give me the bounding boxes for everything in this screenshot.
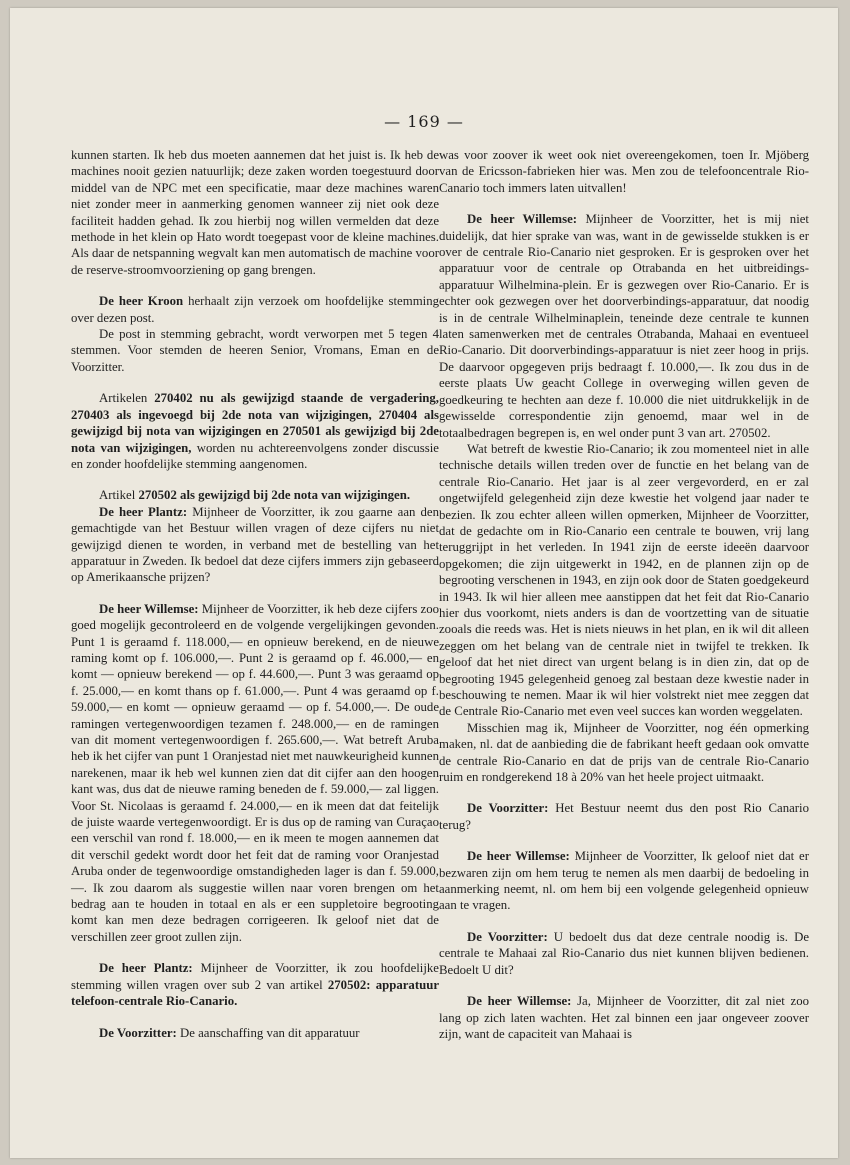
- speaker-name: De heer Willemse:: [99, 601, 199, 616]
- paragraph-text: Ja, Mijnheer de Voorzitter, dit zal niet zoo lang op zich laten wachten. Het zal binnen een jaar ongeveer zoover zijn, want de capaciteit van Mahaai is: [439, 994, 809, 1041]
- paragraph: [439, 929, 809, 978]
- paragraph-text: U bedoelt dus dat deze centrale noodig is. De centrale te Mahaai zal Rio-Canario dus niet kunnen blijven bedienen. Bedoelt U dit?: [439, 929, 810, 977]
- speaker-name: De heer Kroon: [99, 294, 184, 309]
- paragraph-text: worden nu achtereenvolgens zonder discussie en zonder hoofdelijke stemming aangenomen.: [71, 440, 439, 471]
- paragraph: [71, 504, 439, 586]
- speaker-name: De heer Willemse:: [467, 212, 578, 227]
- paragraph: [71, 293, 439, 326]
- paragraph: [439, 800, 809, 833]
- paragraph-text: Artikel: [99, 488, 139, 503]
- paragraph: [71, 390, 439, 472]
- paragraph: [71, 960, 439, 1009]
- left-column: [71, 147, 439, 1041]
- speaker-name: De heer Plantz:: [99, 961, 193, 976]
- paragraph: was voor zoover ik weet ook niet overeengekomen, toen Ir. Mjöberg van de Ericsson-fabrieken hier was. Men zou de telefooncentrale Rio-Canario toch immers laten uitvallen!: [439, 148, 809, 195]
- paragraph-text: Het Bestuur neemt dus den post Rio Canario terug?: [439, 801, 810, 832]
- paragraph-text: Mijnheer de Voorzitter, ik heb deze cijfers zoo goed mogelijk gecontroleerd en de volgende vergelijkingen gevonden. Punt 1 is geraamd f. 118.000,— en opnieuw berekend, en de nieuwe raming komt op f. 106.000,—. Punt 2 is geraamd op f. 46.000,— en komt — opnieuw berekend — op f. 44.600,—. Punt 3 was geraamd op f. 25.000,— en komt thans op f. 61.000,—. Punt 4 was geraamd op f. 59.000,— en komt — opnieuw geraamd — op f. 54.000,—. De oude ramingen vertegenwoordigen tezamen f. 248.000,— en de ramingen van dit moment vertegenwoordigen f. 265.600,—. Wat betreft Aruba heb ik het cijfer van punt 1 Oranjestad niet met nauwkeurigheid kunnen narekenen, maar ik heb wel kunnen zien dat dit cijfer aan den hoogen kant was, dus dat de nieuwe raming beneden de f. 59.000,— zal liggen. Voor St. Nicolaas is geraamd f. 24.000,— en ik meen dat dat feitelijk de juiste waarde vertegenwoordigt. Er is dus op de raming van Curaçao een verschil van rond f. 18.000,— en ik meen te mogen aannemen dat dit verschil gedekt wordt door het feit dat de raming voor Oranjestad Aruba onder de tegenwoordige omstandigheden lager is dan f. 59.000,—. Ik zou daarom als suggestie willen naar voren brengen om het bedrag aan te houden in totaal en als er een suppletoire begrooting komt kan men deze bedragen corrigeeren. Ik geloof niet dat de verschillen zeer groot zullen zijn.: [71, 601, 439, 944]
- paragraph-text: Mijnheer de Voorzitter, het is mij niet duidelijk, dat hier sprake van was, want in de gewisselde stukken is er over de centrale Rio-Canario niet gesproken. Er is gesproken over het apparatuur voor de centrale op Otrabanda en het uitbreidings-apparatuur Wilhelmina-plein. Er is gezwegen over Rio-Canario. Er is echter ook gezwegen over het doorverbindings-apparatuur, dat noodig is in de centrale Wilhelminaplein, teneinde deze centrale te kunnen laten samenwerken met de centrales Otrabanda, Mahaai en eventueel Rio-Canario. Dit doorverbindings-apparatuur is niet zeer hoog in prijs. De daarvoor opgegeven prijs bedraagt f. 10.000,—. Ik zou dus in de eerste plaats Uw geacht College in overweging willen geven de goedkeuring te hechten aan deze f. 10.000 die niet uitdrukkelijk in de gewisselde correspondentie zijn genoemd, maar wel in de totaalbedragen begrepen is, en wel onder punt 3 van art. 270502.: [439, 212, 809, 440]
- paragraph: [71, 601, 439, 946]
- paragraph-text: Mijnheer de Voorzitter, Ik geloof niet dat er bezwaren zijn om hem terug te nemen als men daarbij de bedoeling in aanmerking neemt, nl. om hem bij een volgende gelegenheid opnieuw aan te vragen.: [439, 849, 809, 913]
- page-number: — 169 —: [384, 112, 464, 131]
- paragraph: De post in stemming gebracht, wordt verworpen met 5 tegen 4 stemmen. Voor stemden de heeren Senior, Vromans, Eman en de Voorzitter.: [71, 327, 439, 374]
- paragraph: Wat betreft de kwestie Rio-Canario; ik zou momenteel niet in alle technische details willen treden over de functie en het belang van de centrale Rio-Canario. Het jaar is al zeer vergevorderd, en er zal ongetwijfeld gelegenheid zijn deze kwestie het volgend jaar nader te bezien. Ik zou echter alleen willen opmerken, Mijnheer de Voorzitter, dat de gedachte om in Rio-Canario een centrale te bouwen, vrij lang teruggrijpt in het verleden. In 1941 zijn de eerste ideeën daarvoor opgekomen; die zijn uitgewerkt in 1942, en de plannen zijn op de begrooting verschenen in 1943, en zijn ook door de Staten goedgekeurd in 1943. Ik wil hier alleen mee aanstippen dat het feit dat Rio-Canario hier dus voorkomt, niets anders is dan de voortzetting van de situatie zooals die reeds was. Het is niets nieuws in het plan, en ik wil dit alleen zeggen om het belang van de centrale niet in twijfel te trekken. Ik geloof dat het niet direct van urgent belang is in dien zin, dat op de begrooting 1945 gelegenheid genoeg zal bestaan deze kwestie nader in beschouwing te nemen. Maar ik wil hier volstrekt niet mee zeggen dat de Centrale Rio-Canario met even veel succes kan worden weggelaten.: [439, 441, 809, 719]
- document-page: [10, 8, 838, 1158]
- paragraph-text: De aanschaffing van dit apparatuur: [176, 1025, 360, 1040]
- paragraph: [71, 487, 439, 503]
- speaker-name: De heer Willemse:: [467, 994, 572, 1009]
- paragraph-text: Mijnheer de Voorzitter, ik zou gaarne aan den gemachtigde van het Bestuur willen vragen of deze cijfers nu niet gewijzigd dienen te worden, in verband met de bestelling van het apparatuur in Zweden. Ik bedoel dat deze cijfers immers zijn gebaseerd op Amerikaansche prijzen?: [71, 504, 439, 585]
- speaker-name: De Voorzitter:: [99, 1025, 177, 1040]
- paragraph: [439, 848, 809, 914]
- article-reference: 270502: apparatuur telefoon-centrale Rio-Canario.: [71, 977, 440, 1009]
- paragraph: Misschien mag ik, Mijnheer de Voorzitter, nog één opmerking maken, nl. dat de aanbieding die de fabrikant heeft gedaan ook omvatte de centrale Rio-Canario en dat de prijs van de centrale Rio-Canario ruim en rondgerekend 18 à 20% van het heele project uitmaakt.: [439, 720, 809, 785]
- speaker-name: De heer Willemse:: [467, 849, 570, 864]
- paragraph: [439, 211, 809, 441]
- paragraph: [439, 993, 809, 1042]
- speaker-name: De Voorzitter:: [467, 929, 548, 944]
- speaker-name: De heer Plantz:: [99, 504, 188, 519]
- paragraph-text: herhaalt zijn verzoek om hoofdelijke stemming over dezen post.: [71, 294, 439, 325]
- speaker-name: De Voorzitter:: [467, 801, 549, 816]
- paragraph-text: Mijnheer de Voorzitter, ik zou hoofdelijke stemming willen vragen over sub 2 van artikel: [71, 961, 439, 992]
- article-reference: 270502 als gewijzigd bij 2de nota van wijzigingen.: [138, 488, 411, 503]
- right-column: [439, 147, 809, 1042]
- paragraph: [71, 1025, 439, 1041]
- article-reference: 270402 nu als gewijzigd staande de vergadering, 270403 als ingevoegd bij 2de nota van wijzigingen, 270404 als gewijzigd bij nota van wijzigingen en 270501 als gewijzigd bij 2de nota van wijzigingen,: [71, 391, 439, 455]
- paragraph: kunnen starten. Ik heb dus moeten aannemen dat het juist is. Ik heb de machines nooit gezien natuurlijk; deze zaken worden toegestuurd door middel van de NPC met een specificatie, maar deze machines waren niet zonder meer in aanmerking genomen wanneer zij niet ook deze faciliteit hadden gehad. Ik zou hierbij nog willen vermelden dat deze methode in het klein op Hato wordt toegepast voor de kleine machines. Als daar de netspanning wegvalt kan men automatisch de machine voor de reserve-stroomvoorziening op gang brengen.: [71, 148, 439, 277]
- paragraph-text: Artikelen: [99, 391, 155, 406]
